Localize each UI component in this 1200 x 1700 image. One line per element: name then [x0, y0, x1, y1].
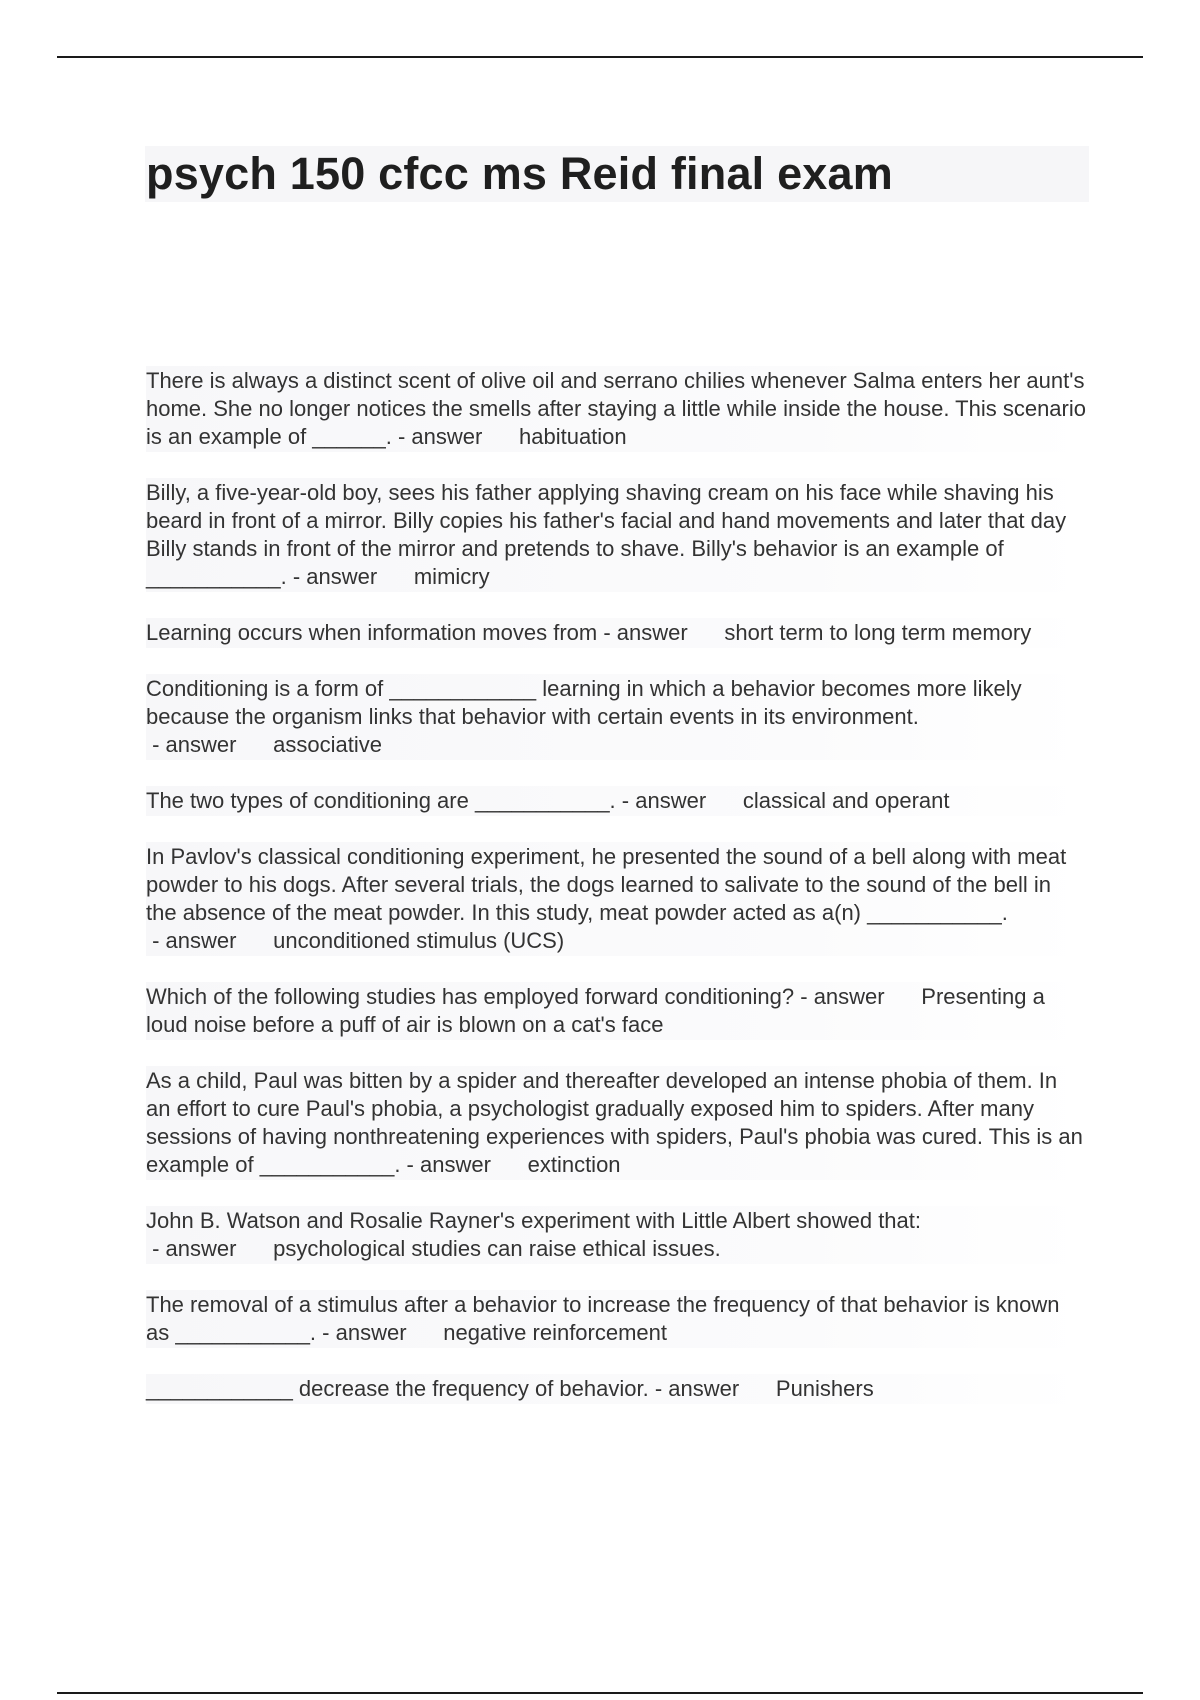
question-text: John B. Watson and Rosalie Rayner's experiment with Little Albert showed that:: [146, 1208, 922, 1233]
qa-item: [146, 618, 1086, 648]
document-title: psych 150 cfcc ms Reid final exam: [146, 148, 893, 199]
qa-item: [146, 1290, 1086, 1348]
answer-separator: - answer: [146, 1236, 274, 1261]
answer-text: Presenting a loud noise before a puff of air is blown on a cat's face: [146, 984, 1045, 1037]
answer-separator: - answer: [146, 732, 274, 757]
qa-item: [146, 366, 1086, 452]
answer-text: mimicry: [413, 564, 490, 589]
answer-separator: - answer: [597, 620, 725, 645]
question-text: Billy, a five-year-old boy, sees his father applying shaving cream on his face while shaving his beard in front of a mirror. Billy copies his father's facial and hand movements and later that day Billy stands in front of the mirror and pretends to shave. Billy's behavior is an example of ___________.: [146, 480, 1067, 589]
qa-item: [146, 842, 1086, 956]
answer-text: short term to long term memory: [724, 620, 1032, 645]
bottom-rule: [57, 1692, 1143, 1694]
answer-separator: - answer: [615, 788, 743, 813]
qa-item: [146, 1066, 1086, 1180]
question-text: Conditioning is a form of ____________ learning in which a behavior becomes more likely because the organism links that behavior with certain events in its environment.: [146, 676, 1022, 729]
qa-item: [146, 786, 1086, 816]
question-text: The removal of a stimulus after a behavior to increase the frequency of that behavior is known as ___________.: [146, 1292, 1060, 1345]
answer-separator: - answer: [400, 1152, 528, 1177]
question-text: The two types of conditioning are ___________.: [146, 788, 616, 813]
qa-item: [146, 478, 1086, 592]
answer-text: unconditioned stimulus (UCS): [273, 928, 565, 953]
question-text: In Pavlov's classical conditioning experiment, he presented the sound of a bell along with meat powder to his dogs. After several trials, the dogs learned to salivate to the sound of the bell in the absence of the meat powder. In this study, meat powder acted as a(n) ___________.: [146, 844, 1067, 925]
answer-separator: - answer: [794, 984, 922, 1009]
answer-text: classical and operant: [742, 788, 950, 813]
qa-item: [146, 674, 1086, 760]
question-text: Learning occurs when information moves from: [146, 620, 598, 645]
qa-item: [146, 1374, 1086, 1404]
answer-text: Punishers: [775, 1376, 874, 1401]
answer-text: habituation: [519, 424, 627, 449]
answer-separator: - answer: [648, 1376, 776, 1401]
answer-text: psychological studies can raise ethical issues.: [273, 1236, 721, 1261]
top-rule: [57, 56, 1143, 58]
answer-separator: - answer: [146, 928, 274, 953]
question-text: Which of the following studies has employed forward conditioning?: [146, 984, 795, 1009]
answer-text: extinction: [527, 1152, 621, 1177]
qa-list: [146, 366, 1086, 1430]
question-text: ____________ decrease the frequency of behavior.: [146, 1376, 649, 1401]
answer-text: associative: [273, 732, 382, 757]
answer-separator: - answer: [391, 424, 519, 449]
answer-separator: - answer: [316, 1320, 444, 1345]
question-text: As a child, Paul was bitten by a spider and thereafter developed an intense phobia of them. In an effort to cure Paul's phobia, a psychologist gradually exposed him to spiders. After many sessions of having nonthreatening experiences with spiders, Paul's phobia was cured. This is an example of ___________.: [146, 1068, 1083, 1177]
answer-separator: - answer: [286, 564, 414, 589]
qa-item: [146, 1206, 1086, 1264]
answer-text: negative reinforcement: [443, 1320, 668, 1345]
question-text: There is always a distinct scent of olive oil and serrano chilies whenever Salma enters her aunt's home. She no longer notices the smells after staying a little while inside the house. This scenario is an example of ______.: [146, 368, 1086, 449]
qa-item: [146, 982, 1086, 1040]
